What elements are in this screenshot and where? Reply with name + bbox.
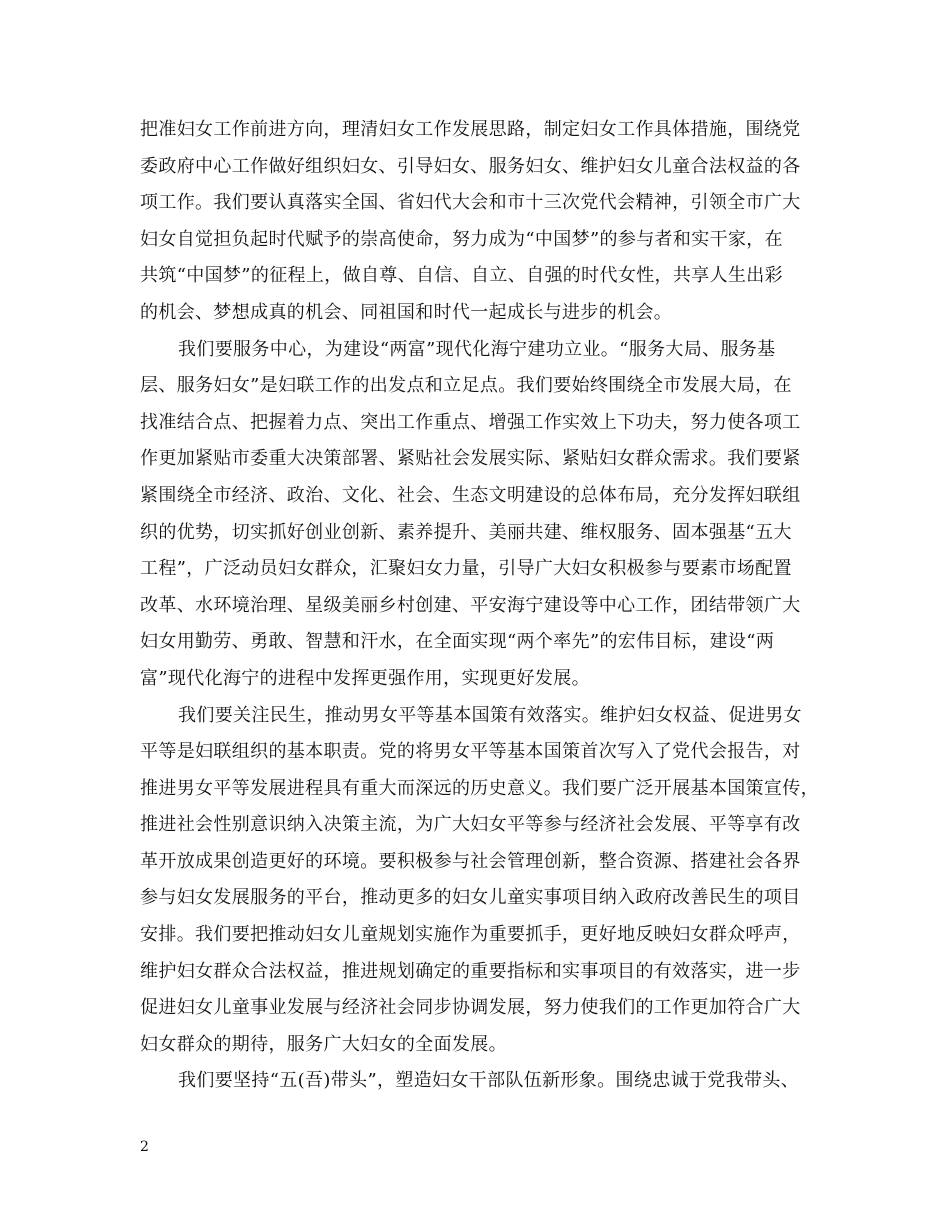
- text-line: 安排。我们要把推动妇女儿童规划实施作为重要抓手，更好地反映妇女群众呼声，: [140, 924, 801, 946]
- text-line: 找准结合点、把握着力点、突出工作重点、增强工作实效上下功夫，努力使各项工: [140, 411, 801, 433]
- text-line: 委政府中心工作做好组织妇女、引导妇女、服务妇女、维护妇女儿童合法权益的各: [140, 155, 801, 177]
- text-line: 的机会、梦想成真的机会、同祖国和时代一起成长与进步的机会。: [140, 301, 673, 323]
- text-line: 我们要关注民生，推动男女平等基本国策有效落实。维护妇女权益、促进男女: [178, 704, 802, 726]
- text-line: 改革、水环境治理、星级美丽乡村创建、平安海宁建设等中心工作，团结带领广大: [140, 594, 801, 616]
- text-line: 参与妇女发展服务的平台，推动更多的妇女儿童实事项目纳入政府改善民生的项目: [140, 887, 801, 909]
- text-line: 织的优势，切实抓好创业创新、素养提升、美丽共建、维权服务、固本强基“五大: [140, 521, 792, 543]
- text-line: 共筑“中国梦”的征程上，做自尊、自信、自立、自强的时代女性，共享人生出彩: [140, 265, 784, 287]
- text-line: 促进妇女儿童事业发展与经济社会同步协调发展，努力使我们的工作更加符合广大: [140, 997, 801, 1019]
- text-line: 紧围绕全市经济、政治、文化、社会、生态文明建设的总体布局，充分发挥妇联组: [140, 484, 801, 506]
- text-line: 富”现代化海宁的进程中发挥更强作用，实现更好发展。: [140, 667, 590, 689]
- text-line: 妇女自觉担负起时代赋予的崇高使命，努力成为“中国梦”的参与者和实干家，在: [140, 228, 784, 250]
- text-line: 作更加紧贴市委重大决策部署、紧贴社会发展实际、紧贴妇女群众需求。我们要紧: [140, 448, 801, 470]
- text-line: 革开放成果创造更好的环境。要积极参与社会管理创新，整合资源、搭建社会各界: [140, 850, 801, 872]
- text-line: 平等是妇联组织的基本职责。党的将男女平等基本国策首次写入了党代会报告，对: [140, 741, 801, 763]
- text-line: 推进男女平等发展进程具有重大而深远的历史意义。我们要广泛开展基本国策宣传，: [140, 777, 819, 799]
- text-line: 把准妇女工作前进方向，理清妇女工作发展思路，制定妇女工作具体措施，围绕党: [140, 119, 801, 140]
- text-line: 妇女群众的期待，服务广大妇女的全面发展。: [140, 1033, 507, 1055]
- text-line: 层、服务妇女”是妇联工作的出发点和立足点。我们要始终围绕全市发展大局，在: [140, 375, 792, 397]
- text-line: 妇女用勤劳、勇敢、智慧和汗水，在全面实现“两个率先”的宏伟目标，建设“两: [140, 631, 775, 653]
- body-text: [140, 112, 820, 1100]
- text-line: 推进社会性别意识纳入决策主流，为广大妇女平等参与经济社会发展、平等享有改: [140, 814, 801, 836]
- text-line: 维护妇女群众合法权益，推进规划确定的重要指标和实事项目的有效落实，进一步: [140, 960, 801, 982]
- text-line: 我们要坚持“五(吾)带头”，塑造妇女干部队伍新形象。围绕忠诚于党我带头、: [178, 1070, 800, 1092]
- text-line: 我们要服务中心，为建设“两富”现代化海宁建功立业。“服务大局、服务基: [178, 338, 776, 360]
- text-line: 项工作。我们要认真落实全国、省妇代大会和市十三次党代会精神，引领全市广大: [140, 192, 801, 214]
- page-number: 2: [140, 1139, 149, 1155]
- text-line: 工程”，广泛动员妇女群众，汇聚妇女力量，引导广大妇女积极参与要素市场配置: [140, 558, 792, 580]
